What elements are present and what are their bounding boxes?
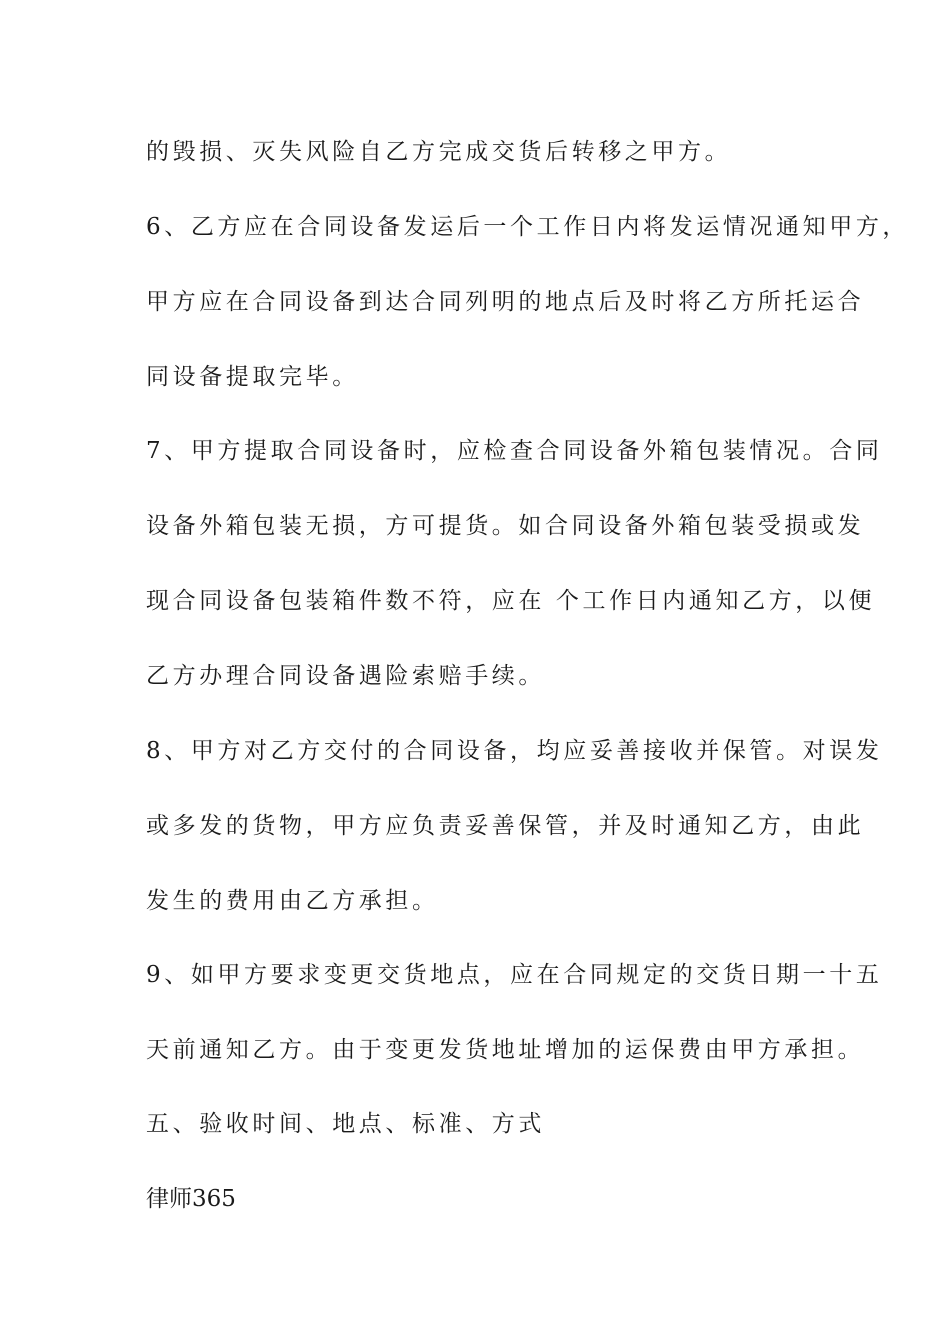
paragraph-line-5: 7、甲方提取合同设备时，应检查合同设备外箱包装情况。合同 — [146, 438, 883, 464]
page-footer: 律师365 — [146, 1186, 236, 1212]
section-heading: 五、验收时间、地点、标准、方式 — [146, 1111, 545, 1137]
paragraph-line-11: 发生的费用由乙方承担。 — [146, 888, 439, 914]
paragraph-line-6: 设备外箱包装无损，方可提货。如合同设备外箱包装受损或发 — [146, 513, 865, 539]
paragraph-line-13: 天前通知乙方。由于变更发货地址增加的运保费由甲方承担。 — [146, 1037, 865, 1063]
paragraph-line-1: 的毁损、灭失风险自乙方完成交货后转移之甲方。 — [146, 139, 732, 165]
paragraph-line-12: 9、如甲方要求变更交货地点，应在合同规定的交货日期一十五 — [146, 962, 883, 988]
paragraph-line-2: 6、乙方应在合同设备发运后一个工作日内将发运情况通知甲方， — [146, 214, 910, 240]
paragraph-line-4: 同设备提取完毕。 — [146, 364, 359, 390]
paragraph-line-9: 8、甲方对乙方交付的合同设备，均应妥善接收并保管。对误发 — [146, 738, 883, 764]
paragraph-line-3: 甲方应在合同设备到达合同列明的地点后及时将乙方所托运合 — [146, 289, 865, 315]
paragraph-line-8: 乙方办理合同设备遇险索赔手续。 — [146, 663, 545, 689]
paragraph-line-10: 或多发的货物，甲方应负责妥善保管，并及时通知乙方，由此 — [146, 813, 865, 839]
paragraph-line-7: 现合同设备包装箱件数不符，应在 个工作日内通知乙方，以便 — [146, 588, 876, 614]
